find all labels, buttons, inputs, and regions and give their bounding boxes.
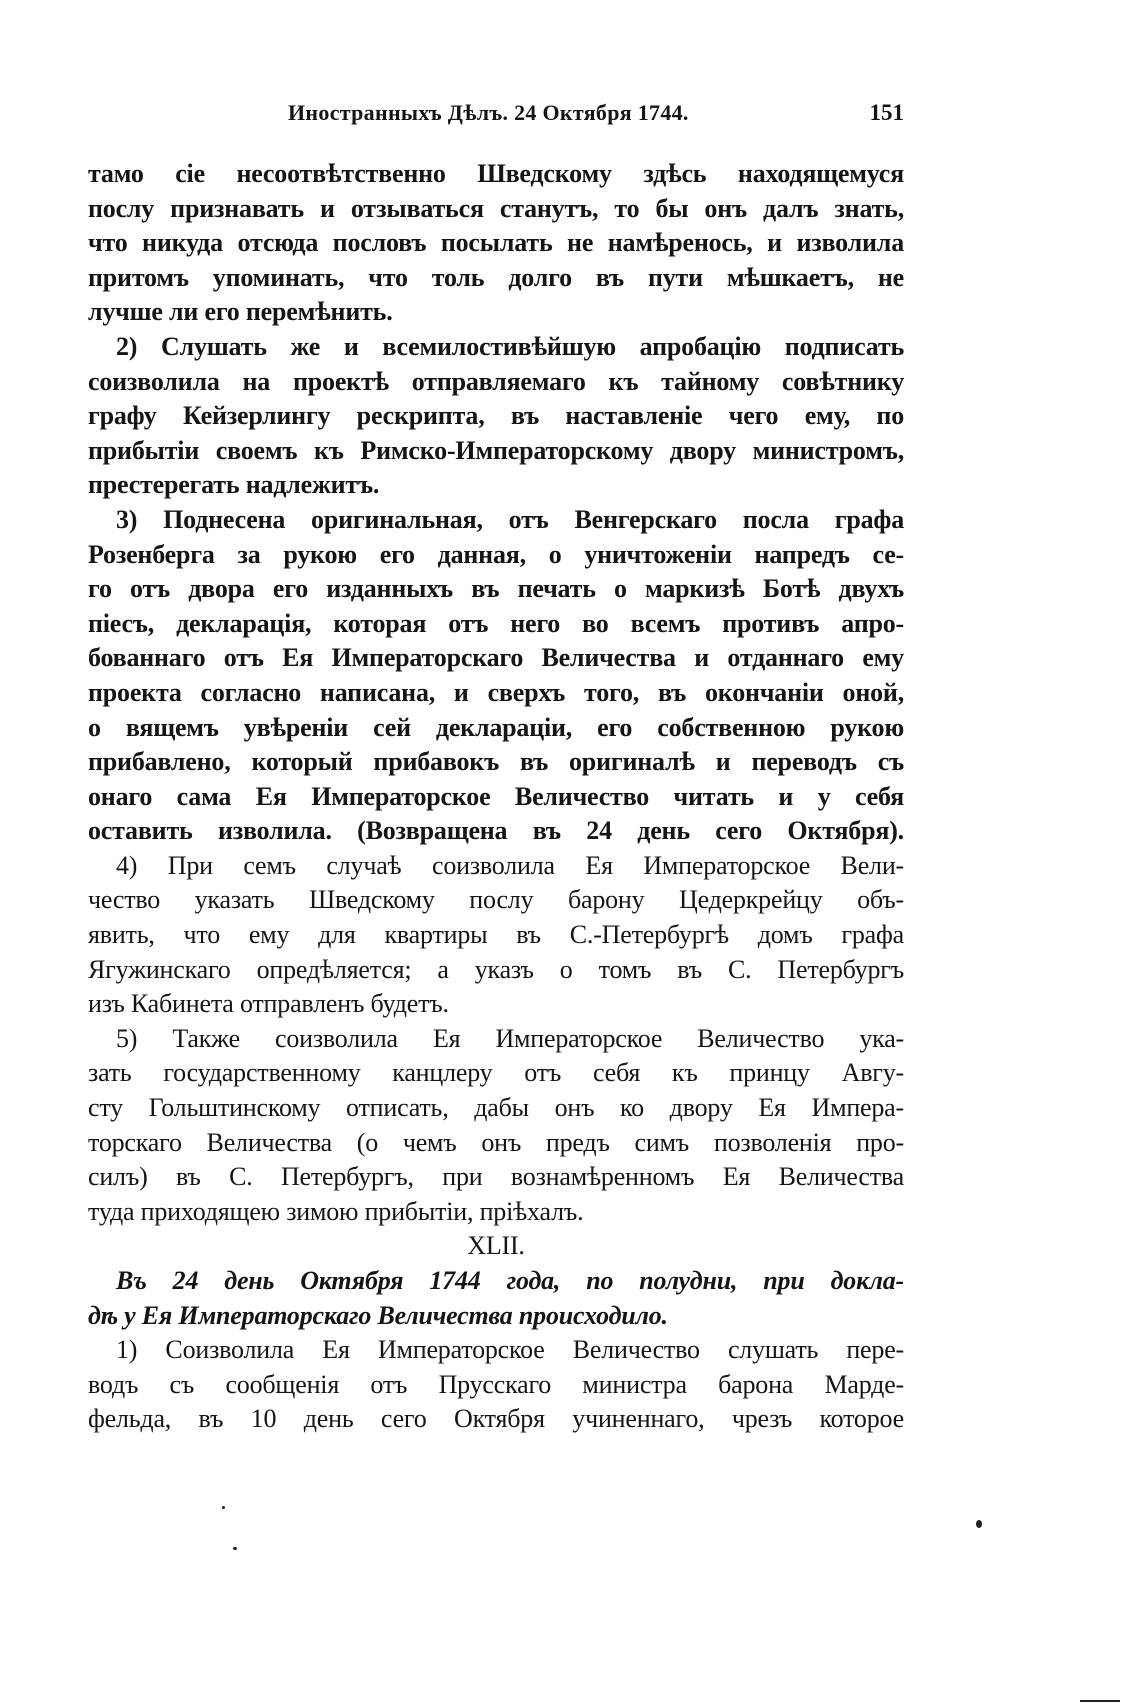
paragraph-item-4 <box>88 849 904 1022</box>
section-xlii <box>88 1229 904 1437</box>
text-line: изъ Кабинета отправленъ будетъ. <box>88 989 449 1019</box>
text-line: притомъ упоминать, что толь долго въ пути мѣшкаетъ, не <box>88 262 904 292</box>
text-line: 4) При семъ случаѣ соизволила Ея Императорское Вели- <box>116 850 904 880</box>
paragraph-item-5 <box>88 1022 904 1230</box>
text-line: 2) Слушать же и всемилостивѣйшую апробацію подписать <box>116 331 904 361</box>
text-line: онаго сама Ея Императорское Величество читать и у себя <box>88 781 904 811</box>
text-line: прибавлено, который прибавокъ въ оригиналѣ и переводъ съ <box>88 747 904 777</box>
text-line: престерегать надлежитъ. <box>88 470 380 500</box>
text-line: 1) Соизволила Ея Императорское Величество слушать пере- <box>116 1335 904 1365</box>
text-line: оставить изволила. (Возвращена въ 24 день сего Октября). <box>88 816 904 846</box>
scan-speck <box>976 1520 982 1528</box>
section-heading-line: Въ 24 день Октября 1744 года, по полудни, при докла- <box>116 1266 904 1295</box>
section-number: XLII. <box>467 1231 525 1261</box>
text-line: Розенберга за рукою его данная, о уничтоженіи напредъ се- <box>88 539 904 569</box>
text-line: 5) Также соизволила Ея Императорское Величество ука- <box>116 1023 904 1053</box>
text-line: проекта согласно написана, и сверхъ того, въ окончаніи оной, <box>88 677 904 707</box>
text-line: туда приходящею зимою прибытіи, пріѣхалъ. <box>88 1196 584 1226</box>
running-title: Иностранныхъ Дѣлъ. 24 Октября 1744. <box>288 100 689 125</box>
text-line: фельда, въ 10 день сего Октября учиненнаго, чрезъ которое <box>88 1404 904 1434</box>
text-line: послу признавать и отзываться станутъ, то бы онъ далъ знать, <box>88 193 904 223</box>
text-line: го отъ двора его изданныхъ въ печать о маркизѣ Ботѣ двухъ <box>88 574 904 604</box>
text-line: прибытіи своемъ къ Римско-Императорскому двору министромъ, <box>88 435 904 465</box>
page-number: 151 <box>869 100 904 125</box>
paragraph-intro <box>88 157 904 330</box>
scan-speck <box>1080 1700 1120 1702</box>
scan-speck <box>233 1547 237 1550</box>
text-line: чество указать Шведскому послу барону Цедеркрейцу объ- <box>88 885 904 915</box>
text-line: піесъ, декларація, которая отъ него во всемъ противъ апро- <box>88 608 904 638</box>
text-line: сту Гольштинскому отписать, дабы онъ ко двору Ея Импера- <box>88 1093 904 1123</box>
text-line: тамо сіе несоотвѣтственно Шведскому здѣсь находящемуся <box>88 159 904 188</box>
text-line: графу Кейзерлингу рескрипта, въ наставленіе чего ему, по <box>88 401 904 431</box>
text-line: о вящемъ увѣреніи сей деклараціи, его собственною рукою <box>88 712 904 742</box>
text-line: явить, что ему для квартиры въ С.-Петербургѣ домъ графа <box>88 920 904 950</box>
running-head <box>88 100 904 136</box>
scan-speck <box>222 1506 225 1509</box>
text-line: зать государственному канцлеру отъ себя къ принцу Авгу- <box>88 1058 904 1088</box>
paragraph-item-3 <box>88 503 904 849</box>
text-line: Ягужинскаго опредѣляется; а указъ о томъ въ С. Петербургъ <box>88 954 904 984</box>
text-line: лучше ли его перемѣнить. <box>88 297 393 327</box>
body-text <box>88 157 904 1437</box>
paragraph-item-2 <box>88 330 904 503</box>
text-line: торскаго Величества (о чемъ онъ предъ симъ позволенія про- <box>88 1127 904 1157</box>
section-heading-line: дѣ у Ея Императорскаго Величества происходило. <box>88 1300 668 1330</box>
text-line: силъ) въ С. Петербургъ, при вознамѣренномъ Ея Величества <box>88 1162 904 1192</box>
text-line: 3) Поднесена оригинальная, отъ Венгерскаго посла графа <box>116 504 904 534</box>
text-line: соизволила на проектѣ отправляемаго къ тайному совѣтнику <box>88 366 904 396</box>
text-line: водъ съ сообщенія отъ Прусскаго министра барона Марде- <box>88 1369 904 1399</box>
text-line: что никуда отсюда пословъ посылать не намѣренось, и изволила <box>88 228 904 258</box>
text-line: бованнаго отъ Ея Императорскаго Величества и отданнаго ему <box>88 643 904 673</box>
